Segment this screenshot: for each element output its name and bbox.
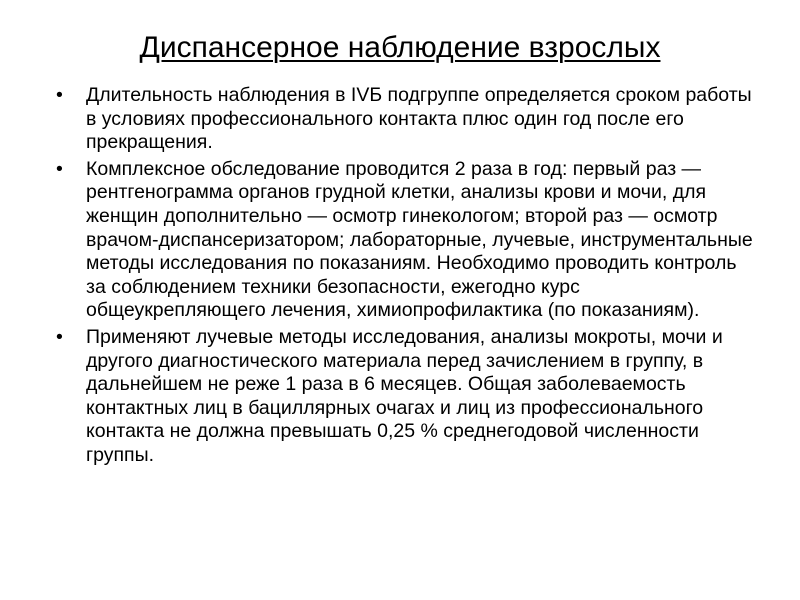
bullet-mark: • bbox=[56, 84, 63, 106]
bullet-text-3: Применяют лучевые методы исследования, анализы мокроты, мочи и другого диагностического материала перед зачислением в группу, в дальнейшем не реже 1 раза в 6 месяцев. Общая заболеваемость контактных лиц в бациллярных очагах и лиц из профессионального контакта не должна превышать 0,25 % среднегодовой численности группы. bbox=[86, 325, 723, 466]
bullet-list bbox=[56, 84, 756, 471]
bullet-mark: • bbox=[56, 157, 63, 180]
bullet-mark: • bbox=[56, 325, 63, 348]
bullet-item-3 bbox=[56, 326, 756, 468]
bullet-item-2 bbox=[56, 158, 756, 323]
slide-title: Диспансерное наблюдение взрослых bbox=[139, 31, 661, 64]
bullet-text-1: Длительность наблюдения в IVБ подгруппе определяется сроком работы в условиях профессионального контакта плюс один год после его прекращения. bbox=[86, 84, 752, 154]
bullet-text-2: Комплексное обследование проводится 2 раза в год: первый раз — рентгенограмма органов грудной клетки, анализы крови и мочи, для женщин дополнительно — осмотр гинекологом; второй раз — осмотр врачом-диспансеризатором; лабораторные, лучевые, инструментальные методы исследования по показаниям. Необходимо проводить контроль за соблюдением техники безопасности, ежегодно курс общеукрепляющего лечения, химиопрофилактика (по показаниям). bbox=[86, 157, 753, 322]
bullet-item-1 bbox=[56, 84, 756, 155]
